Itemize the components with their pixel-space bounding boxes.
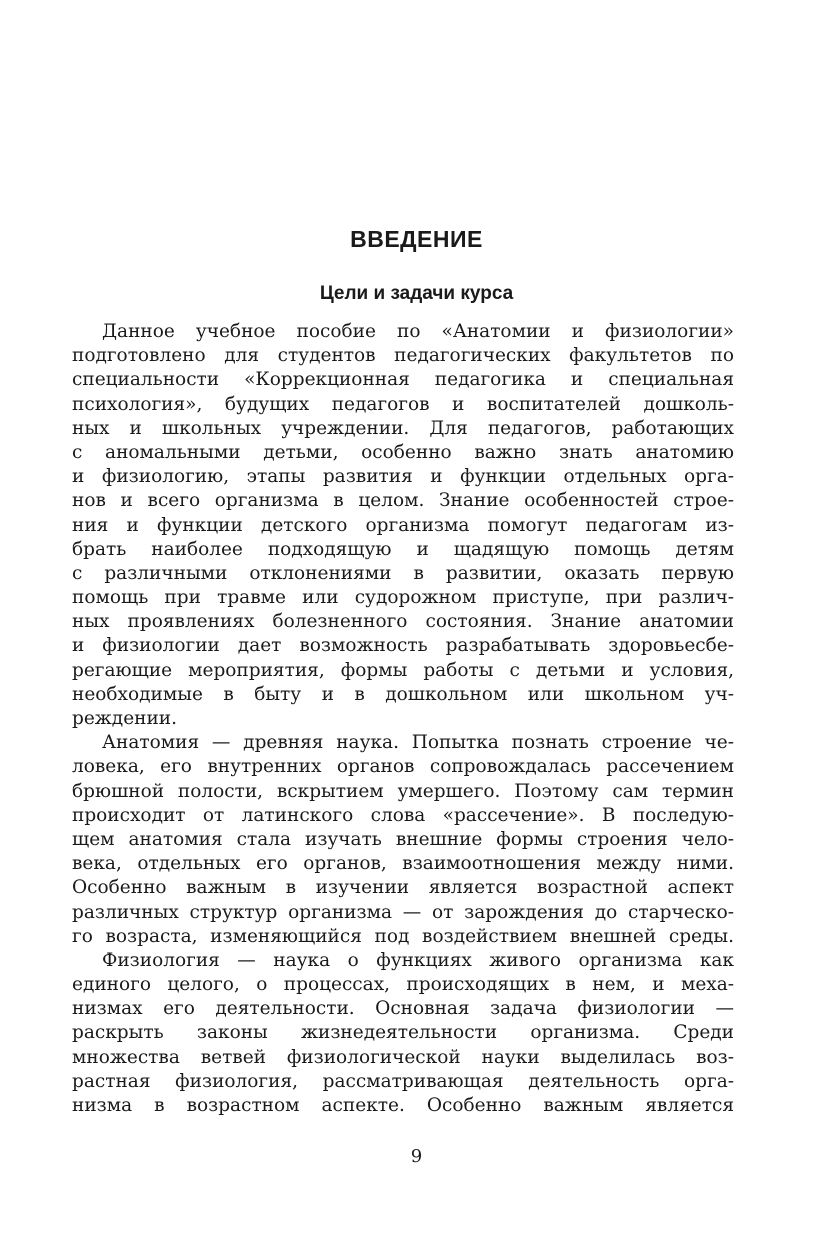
text-line: и физиологии дает возможность разрабатывать здоровьесбе- (72, 635, 734, 657)
text-line: множества ветвей физиологической науки выделилась воз- (72, 1046, 734, 1068)
body-text (72, 320, 734, 1118)
text-line: Анатомия — древняя наука. Попытка познать строение че- (102, 732, 734, 754)
text-line: раскрыть законы жизнедеятельности организма. Среди (72, 1022, 734, 1044)
text-line: ния и функции детского организма помогут педагогам из- (72, 514, 734, 536)
text-line: происходит от латинского слова «рассечение». В последую- (72, 804, 734, 826)
text-line: ных и школьных учреждении. Для педагогов, работающих (72, 417, 734, 439)
text-line: брюшной полости, вскрытием умершего. Поэтому сам термин (72, 780, 734, 802)
text-line: ловека, его внутренних органов сопровождалась рассечением (72, 756, 734, 778)
text-line: специальности «Коррекционная педагогика и специальная (72, 369, 734, 391)
text-line: Физиология — наука о функциях живого организма как (102, 949, 734, 971)
text-line: ных проявлениях болезненного состояния. Знание анатомии (72, 611, 734, 633)
text-line: различных структур организма — от зарождения до старческо- (72, 901, 734, 923)
text-line: щем анатомия стала изучать внешние формы строения чело- (72, 828, 734, 850)
text-line: Особенно важным в изучении является возрастной аспект (72, 877, 734, 899)
text-line: растная физиология, рассматривающая деятельность орга- (72, 1070, 734, 1092)
paragraph (72, 320, 734, 731)
page-number: 9 (410, 1146, 423, 1167)
text-line: реждении. (72, 708, 178, 729)
text-line: го возраста, изменяющийся под воздействием внешней среды. (72, 925, 734, 947)
text-line: регающие мероприятия, формы работы с детьми и условия, (72, 659, 734, 681)
text-line: брать наиболее подходящую и щадящую помощь детям (72, 538, 734, 560)
text-line: с различными отклонениями в развитии, оказать первую (72, 562, 734, 584)
text-line: подготовлено для студентов педагогических факультетов по (72, 345, 734, 367)
text-line: Данное учебное пособие по «Анатомии и физиологии» (102, 321, 734, 342)
text-line: психология», будущих педагогов и воспитателей дошколь- (72, 393, 734, 415)
section-title: Цели и задачи курса (319, 283, 514, 304)
text-line: необходимые в быту и в дошкольном или школьном уч- (72, 683, 734, 705)
paragraph (72, 949, 734, 1118)
text-line: века, отдельных его органов, взаимоотношения между ними. (72, 853, 734, 875)
paragraph (72, 731, 734, 949)
text-line: нов и всего организма в целом. Знание особенностей строе- (72, 490, 734, 512)
text-line: низма в возрастном аспекте. Особенно важным является (72, 1095, 734, 1116)
text-line: и физиологию, этапы развития и функции отдельных орга- (72, 466, 734, 488)
text-line: единого целого, о процессах, происходящих в нем, и меха- (72, 974, 734, 996)
chapter-title: ВВЕДЕНИЕ (350, 226, 483, 252)
text-line: с аномальными детьми, особенно важно знать анатомию (72, 441, 734, 463)
text-line: низмах его деятельности. Основная задача физиологии — (72, 998, 734, 1020)
text-line: помощь при травме или судорожном приступе, при различ- (72, 587, 734, 609)
